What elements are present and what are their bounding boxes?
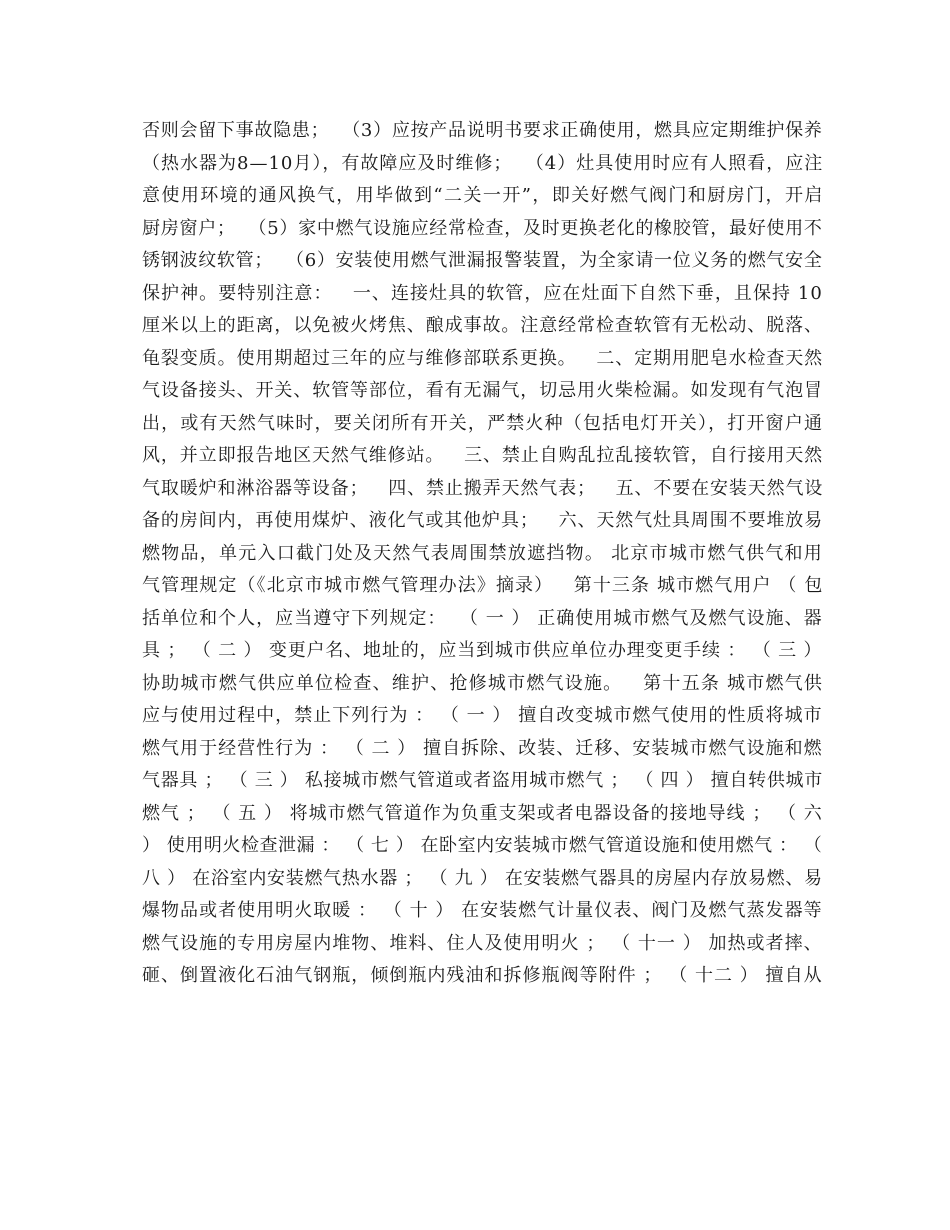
text-line-16: 括单位和个人，应当遵守下列规定： （ 一 ） 正确使用城市燃气及燃气设施、器 <box>142 607 823 629</box>
text-line-4: 厨房窗户； （5）家中燃气设施应经常检查，及时更换老化的橡胶管，最好使用不 <box>142 217 823 239</box>
text-line-3: 意使用环境的通风换气，用毕做到“二关一开”，即关好燃气阀门和厨房门，开启 <box>142 185 824 206</box>
text-line-5: 锈钢波纹软管； （6）安装使用燃气泄漏报警装置，为全家请一位义务的燃气安全 <box>142 250 823 271</box>
text-line-21: 气器具 ； （ 三 ） 私接城市燃气管道或者盗用城市燃气 ； （ 四 ） 擅自转供城市 <box>142 770 823 791</box>
text-line-12: 气取暖炉和淋浴器等设备； 四、禁止搬弄天然气表； 五、不要在安装天然气设 <box>142 477 824 499</box>
text-line-19: 应与使用过程中，禁止下列行为 ： （ 一 ） 擅自改变城市燃气使用的性质将城市 <box>142 705 823 726</box>
text-line-15: 气管理规定（《北京市城市燃气管理办法》摘录） 第十三条 城市燃气用户 （ 包 <box>142 575 824 596</box>
text-line-6: 保护神。要特别注意： 一、连接灶具的软管，应在灶面下自然下垂，且保持 10 <box>142 282 823 304</box>
text-line-8: 龟裂变质。使用期超过三年的应与维修部联系更换。 二、定期用肥皂水检查天然 <box>142 347 824 369</box>
text-line-2: （热水器为8—10月），有故障应及时维修； （4）灶具使用时应有人照看，应注 <box>142 152 824 174</box>
text-line-25: 爆物品或者使用明火取暖 ： （ 十 ） 在安装燃气计量仪表、阀门及燃气蒸发器等 <box>142 900 823 921</box>
text-line-23: ） 使用明火检查泄漏 ： （ 七 ） 在卧室内安装城市燃气管道设施和使用燃气 ： （ <box>142 835 823 856</box>
text-line-18: 协助城市燃气供应单位检查、维护、抢修城市燃气设施。 第十五条 城市燃气供 <box>142 672 824 694</box>
text-line-7: 厘米以上的距离，以免被火烤焦、酿成事故。注意经常检查软管有无松动、脱落、 <box>142 315 823 336</box>
text-line-20: 燃气用于经营性行为 ： （ 二 ） 擅自拆除、改装、迁移、安装城市燃气设施和燃 <box>142 737 823 759</box>
text-line-10: 出，或有天然气味时，要关闭所有开关，严禁火种（包括电灯开关），打开窗户通 <box>142 412 824 434</box>
text-line-13: 备的房间内，再使用煤炉、液化气或其他炉具； 六、天然气灶具周围不要堆放易 <box>142 510 824 531</box>
text-line-24: 八 ） 在浴室内安装燃气热水器 ； （ 九 ） 在安装燃气器具的房屋内存放易燃、易 <box>142 867 823 889</box>
text-line-9: 气设备接头、开关、软管等部位，看有无漏气，切忌用火柴检漏。如发现有气泡冒 <box>142 380 823 401</box>
body-text <box>142 115 822 993</box>
text-line-27: 砸、倒置液化石油气钢瓶，倾倒瓶内残油和拆修瓶阀等附件 ； （ 十二 ） 擅自从 <box>142 965 823 986</box>
text-line-17: 具 ； （ 二 ） 变更户名、地址的，应当到城市供应单位办理变更手续 ： （ 三 ） <box>142 640 823 661</box>
text-line-14: 燃物品，单元入口截门处及天然气表周围禁放遮挡物。 北京市城市燃气供气和用 <box>142 542 823 564</box>
text-line-1: 否则会留下事故隐患； （3）应按产品说明书要求正确使用，燃具应定期维护保养 <box>142 120 823 141</box>
text-line-26: 燃气设施的专用房屋内堆物、堆料、住人及使用明火 ； （ 十一 ） 加热或者摔、 <box>142 932 823 954</box>
text-line-11: 风，并立即报告地区天然气维修站。 三、禁止自购乱拉乱接软管，自行接用天然 <box>142 445 824 466</box>
text-line-22: 燃气 ； （ 五 ） 将城市燃气管道作为负重支架或者电器设备的接地导线 ； （ 六 <box>142 802 823 824</box>
